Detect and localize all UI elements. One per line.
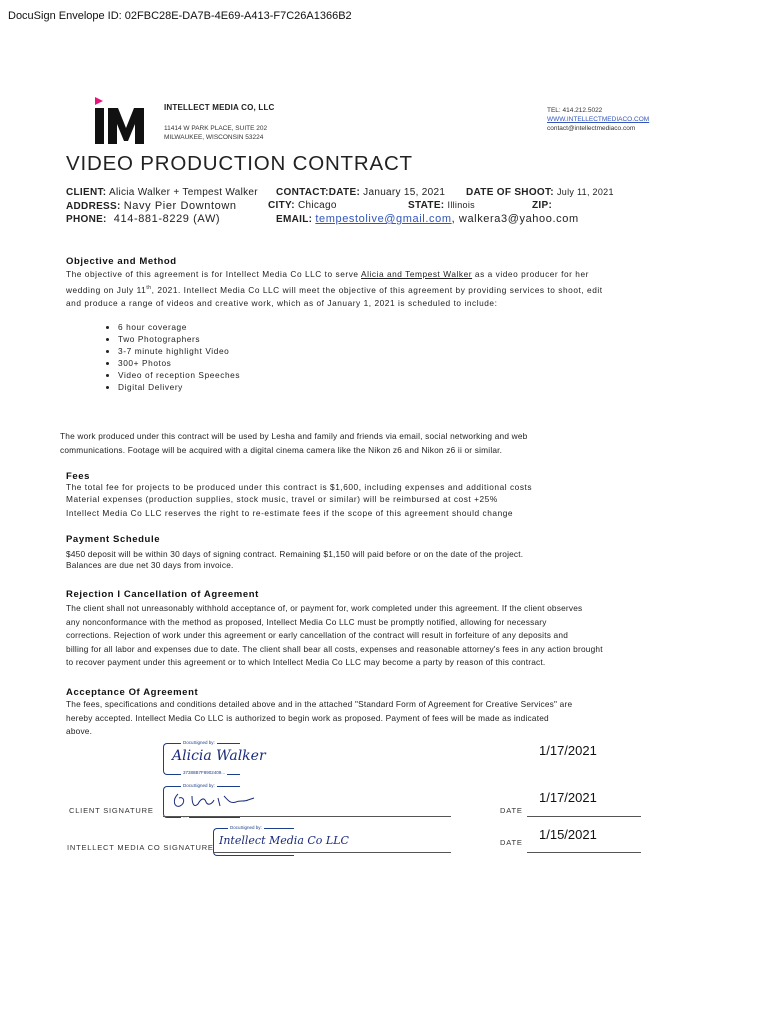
list-item: • Two Photographers	[118, 333, 240, 345]
acceptance-heading: Acceptance Of Agreement	[66, 687, 199, 698]
logo-i-bar	[95, 108, 104, 144]
city-field	[268, 200, 337, 211]
rejection-line-1: The client shall not unreasonably withhold acceptance of, or payment for, work completed under this agreement. If the client observes	[66, 603, 583, 613]
docusigned-by-label-3: DocuSigned by:	[230, 825, 262, 830]
shoot-date-value: July 11, 2021	[557, 187, 614, 197]
payment-line-2: Balances are due net 30 days from invoice.	[66, 560, 234, 570]
list-item: • 3-7 minute highlight Video	[118, 345, 240, 357]
docusigned-by-label-1: DocuSigned by:	[183, 740, 215, 745]
envelope-id: DocuSign Envelope ID: 02FBC28E-DA7B-4E69-A413-F7C26A1366B2	[8, 10, 352, 22]
intellect-signature-line	[213, 852, 451, 853]
state-value: Illinois	[447, 200, 475, 210]
fees-line-2: Material expenses (production supplies, stock music, travel or similar) will be reimbursed at cost +25%	[66, 493, 498, 504]
zip-field	[532, 200, 552, 211]
email-link-1[interactable]: tempestolive@gmail.com	[315, 213, 452, 225]
list-item: • Video of reception Speeches	[118, 369, 240, 381]
list-item: • 6 hour coverage	[118, 321, 240, 333]
date-value-1: 1/17/2021	[539, 743, 597, 758]
email-field: EMAIL: tempestolive@gmail.com, walkera3@yahoo.com	[276, 213, 579, 225]
payment-paragraph	[66, 549, 523, 571]
usage-line-2: communications. Footage will be acquired with a digital cinema camera like the Nikon z6 and Nikon z6 ii or similar.	[60, 444, 503, 455]
date-value-3: 1/15/2021	[539, 827, 597, 842]
acceptance-line-1: The fees, specifications and conditions detailed above and in the attached "Standard Form of Agreement for Creative Services" are	[66, 699, 573, 709]
logo-accent-triangle	[95, 97, 103, 105]
rejection-line-2: any nonconformance with the method as proposed, Intellect Media Co LLC must be promptly notified, allowing for necessary	[66, 616, 547, 627]
date-value-2: 1/17/2021	[539, 790, 597, 805]
address-field	[66, 200, 237, 212]
client-value: Alicia Walker + Tempest Walker	[108, 187, 258, 198]
phone-field	[66, 213, 220, 225]
usage-line-1: The work produced under this contract will be used by Lesha and family and friends via email, social networking and web	[60, 431, 528, 441]
client-names: Alicia and Tempest Walker	[361, 269, 473, 279]
payment-line-1: $450 deposit will be within 30 days of signing contract. Remaining $1,150 will paid before or on the date of the project.	[66, 549, 524, 559]
objective-line-3: and produce a range of videos and creative work, which as of January 1, 2021 is scheduled to include:	[66, 297, 498, 308]
intellect-signature-label: INTELLECT MEDIA CO SIGNATURE	[67, 843, 214, 852]
acceptance-paragraph	[66, 698, 572, 739]
list-item: • 300+ Photos	[118, 357, 240, 369]
acceptance-line-3: above.	[66, 726, 93, 737]
services-bullets	[104, 321, 240, 393]
state-label: STATE:	[408, 200, 445, 211]
client-signature-alicia: Alicia Walker	[172, 748, 266, 764]
company-address	[164, 124, 267, 142]
signature-code-2: ...	[183, 814, 187, 819]
objective-line-1-pre: The objective of this agreement is for Intellect Media Co LLC to serve	[66, 269, 361, 279]
list-item: • Digital Delivery	[118, 381, 240, 393]
contact-date-field	[276, 187, 445, 198]
email-label: EMAIL:	[276, 214, 313, 225]
company-tel: TEL: 414.212.5022	[547, 107, 603, 114]
contact-date-value: January 15, 2021	[363, 187, 446, 198]
fees-line-1: The total fee for projects to be produced under this contract is $1,600, including expenses and additional costs	[66, 482, 533, 492]
company-website-link[interactable]: WWW.INTELLECTMEDIACO.COM	[547, 116, 650, 123]
objective-line-2	[66, 282, 603, 297]
company-contact	[547, 106, 649, 133]
client-date-line	[527, 816, 641, 817]
city-value: Chicago	[297, 200, 337, 211]
ordinal-suffix: th	[146, 284, 152, 291]
client-label: CLIENT:	[66, 187, 107, 198]
state-field	[408, 200, 475, 211]
contract-title: VIDEO PRODUCTION CONTRACT	[66, 152, 413, 175]
objective-paragraph	[66, 268, 603, 311]
intellect-date-line	[527, 852, 641, 853]
objective-heading: Objective and Method	[66, 256, 177, 267]
client-signature-line	[163, 816, 451, 817]
rejection-line-5: to recover payment under this agreement or to which Intellect Media Co LLC may become a party by reason of this contract.	[66, 657, 546, 668]
rejection-heading: Rejection I Cancellation of Agreement	[66, 589, 259, 600]
shoot-date-field	[466, 187, 614, 198]
email-value-2: walkera3@yahoo.com	[458, 213, 579, 225]
fees-line-3: Intellect Media Co LLC reserves the right to re-estimate fees if the scope of this agreement should change	[66, 508, 514, 518]
address-line-1: 11414 W PARK PLACE, SUITE 202	[164, 125, 268, 132]
rejection-line-3: corrections. Rejection of work under this agreement or early cancellation of the contract will result in forfeiture of any deposits and	[66, 630, 569, 641]
docusigned-by-label-2: DocuSigned by:	[183, 783, 215, 788]
services-list	[104, 321, 240, 393]
client-field	[66, 187, 258, 198]
rejection-line-4: billing for all labor and expenses due to date. The client shall bear all costs, expenses and reasonable attorney's fees in any action brought	[66, 643, 603, 654]
contact-date-label: CONTACT:DATE:	[276, 187, 361, 198]
address-line-2: MILWAUKEE, WISCONSIN 53224	[164, 134, 264, 141]
company-name: INTELLECT MEDIA CO, LLC	[164, 103, 275, 112]
rejection-paragraph	[66, 602, 603, 670]
phone-value: 414-881-8229 (AW)	[113, 213, 221, 225]
fees-heading: Fees	[66, 471, 91, 482]
logo-m-shape	[108, 108, 144, 144]
payment-heading: Payment Schedule	[66, 534, 161, 545]
objective-line-2-pre: wedding on July 11	[66, 284, 147, 295]
objective-line-1-post: as a video producer for her	[472, 269, 589, 279]
phone-label: PHONE:	[66, 214, 107, 225]
address-label: ADDRESS:	[66, 201, 121, 212]
company-email: contact@intellectmediaco.com	[547, 125, 636, 132]
objective-line-2-post: , 2021. Intellect Media Co LLC will meet the objective of this agreement by providing services to shoot, edit	[151, 284, 603, 295]
client-date-label: DATE	[500, 806, 523, 815]
shoot-date-label: DATE OF SHOOT:	[466, 187, 554, 198]
usage-paragraph	[60, 430, 527, 457]
signature-code-1: 37388B7F8902409...	[183, 770, 226, 775]
client-signature-label: CLIENT SIGNATURE	[69, 806, 154, 815]
zip-label: ZIP:	[532, 200, 553, 211]
city-label: CITY:	[268, 200, 295, 211]
client-signature-tempest	[170, 790, 260, 812]
acceptance-line-2: hereby accepted. Intellect Media Co LLC is authorized to begin work as proposed. Payment of fees will be made as indicated	[66, 712, 549, 723]
intellect-date-label: DATE	[500, 838, 523, 847]
fees-paragraph	[66, 482, 532, 520]
objective-line-1	[66, 268, 603, 282]
intellect-media-logo	[94, 97, 146, 145]
intellect-signature: Intellect Media Co LLC	[219, 834, 349, 847]
address-value: Navy Pier Downtown	[123, 200, 237, 212]
